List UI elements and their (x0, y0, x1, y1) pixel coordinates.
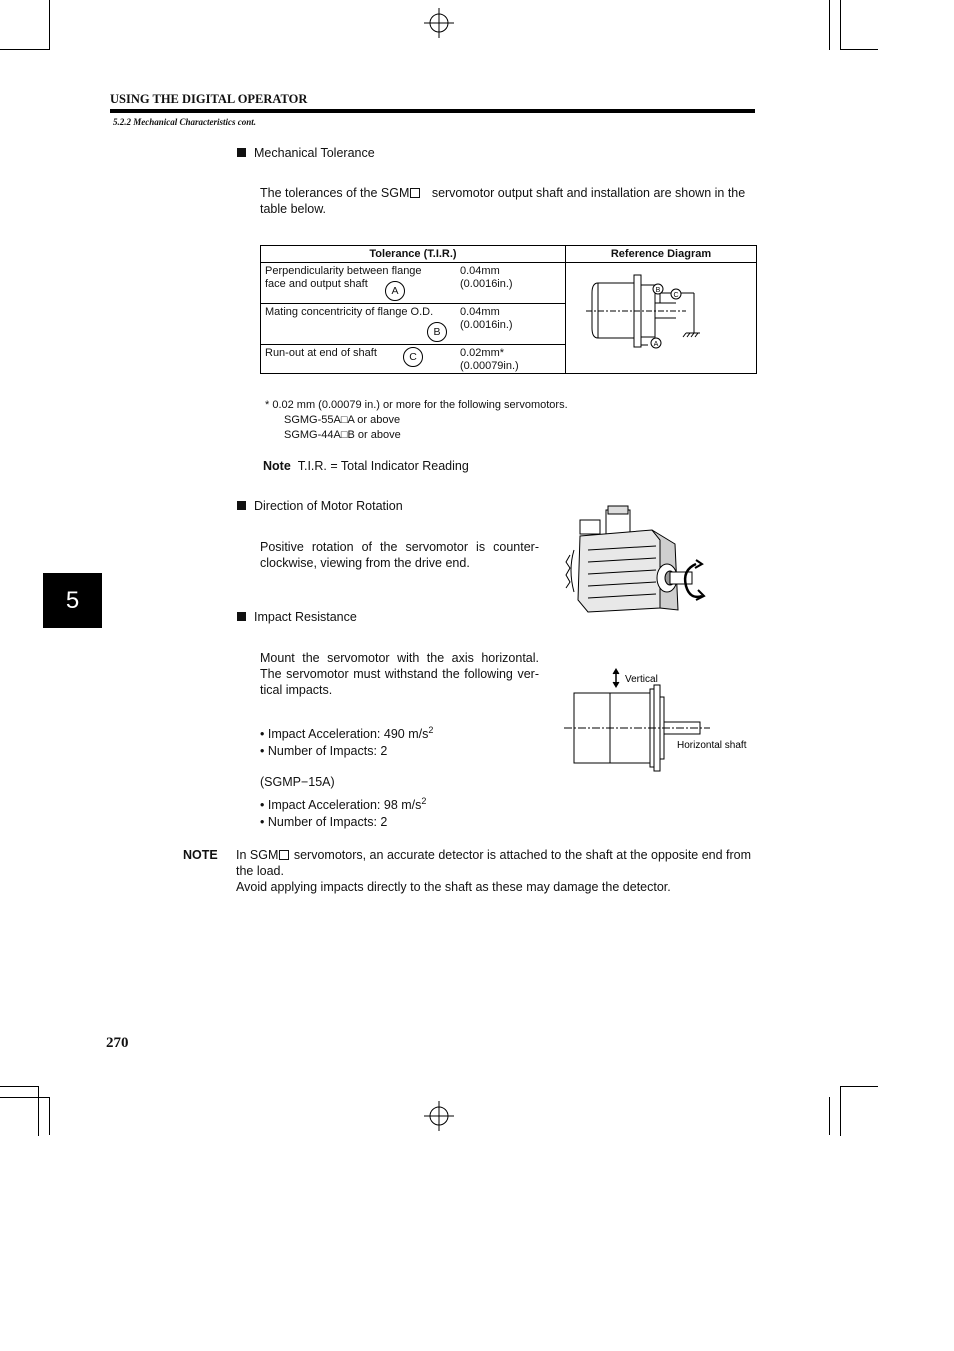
diagram-marker: A (653, 341, 659, 348)
header-rule (110, 109, 755, 113)
square-bullet-icon (237, 501, 246, 510)
square-bullet-icon (237, 612, 246, 621)
diagram-marker: B (655, 287, 661, 294)
impact-text: Mount the servomotor with the axis horizontal. The servomotor must withstand the following ver- tical impacts. (260, 651, 539, 697)
registration-mark-icon (424, 8, 454, 38)
table-row: Mating concentricity of flange O.D. B 0.04mm (0.0016in.) (261, 304, 757, 345)
impact-orientation-diagram (560, 665, 760, 775)
chapter-tab: 5 (43, 573, 102, 628)
impact-count-1: • Number of Impacts: 2 (260, 744, 388, 758)
placeholder-box-icon (279, 850, 289, 860)
note-tir: Note T.I.R. = Total Indicator Reading (263, 459, 469, 473)
servomotor-rotation-illustration (560, 500, 720, 625)
placeholder-box-icon (410, 188, 420, 198)
heading-direction-rotation: Direction of Motor Rotation (237, 498, 403, 514)
impact-model: (SGMP−15A) (260, 775, 335, 789)
page-number: 270 (106, 1035, 129, 1051)
section-title: USING THE DIGITAL OPERATOR (110, 92, 308, 106)
diagram-marker: C (673, 292, 679, 299)
subsection-label: 5.2.2 Mechanical Characteristics cont. (113, 117, 257, 127)
label-horizontal-shaft: Horizontal shaft (677, 740, 747, 751)
note-text: In SGM servomotors, an accurate detector is attached to the shaft at the opposite end from the load. Avoid applying impacts directly to the shaft as these may damage the detector. (236, 848, 752, 894)
table-header: Tolerance (T.I.R.) (261, 246, 566, 263)
note-label: NOTE (183, 848, 218, 862)
label-vertical: Vertical (625, 674, 658, 685)
impact-count-2: • Number of Impacts: 2 (260, 815, 388, 829)
table-row: Perpendicularity between flange face and output shaft A 0.04mm (0.0016in.) B C A (261, 263, 757, 304)
table-header: Reference Diagram (566, 246, 757, 263)
footnote: * 0.02 mm (0.00079 in.) or more for the following servomotors. SGMG-55A□A or above SGMG-44A□B or above (265, 399, 568, 441)
impact-acceleration-2: • Impact Acceleration: 98 $m/s^2$ (260, 796, 427, 813)
marker-b: B (427, 322, 447, 342)
table-row: Run-out at end of shaft C 0.02mm* (0.00079in.) (261, 345, 757, 374)
tolerance-table (260, 245, 757, 374)
tolerance-intro: The tolerances of the SGM servomotor output shaft and installation are shown in the table below. (260, 186, 746, 216)
marker-c: C (403, 347, 423, 367)
rotation-text: Positive rotation of the servomotor is counter- clockwise, viewing from the drive end. (260, 540, 539, 570)
reference-diagram-cell (566, 263, 757, 374)
square-bullet-icon (237, 148, 246, 157)
registration-mark-icon (424, 1101, 454, 1131)
heading-impact-resistance: Impact Resistance (237, 609, 357, 625)
impact-acceleration-1: • Impact Acceleration: 490 $m/s^2$ (260, 725, 434, 742)
heading-mechanical-tolerance: Mechanical Tolerance (237, 145, 375, 161)
marker-a: A (385, 281, 405, 301)
tolerance-reference-diagram (566, 263, 756, 373)
